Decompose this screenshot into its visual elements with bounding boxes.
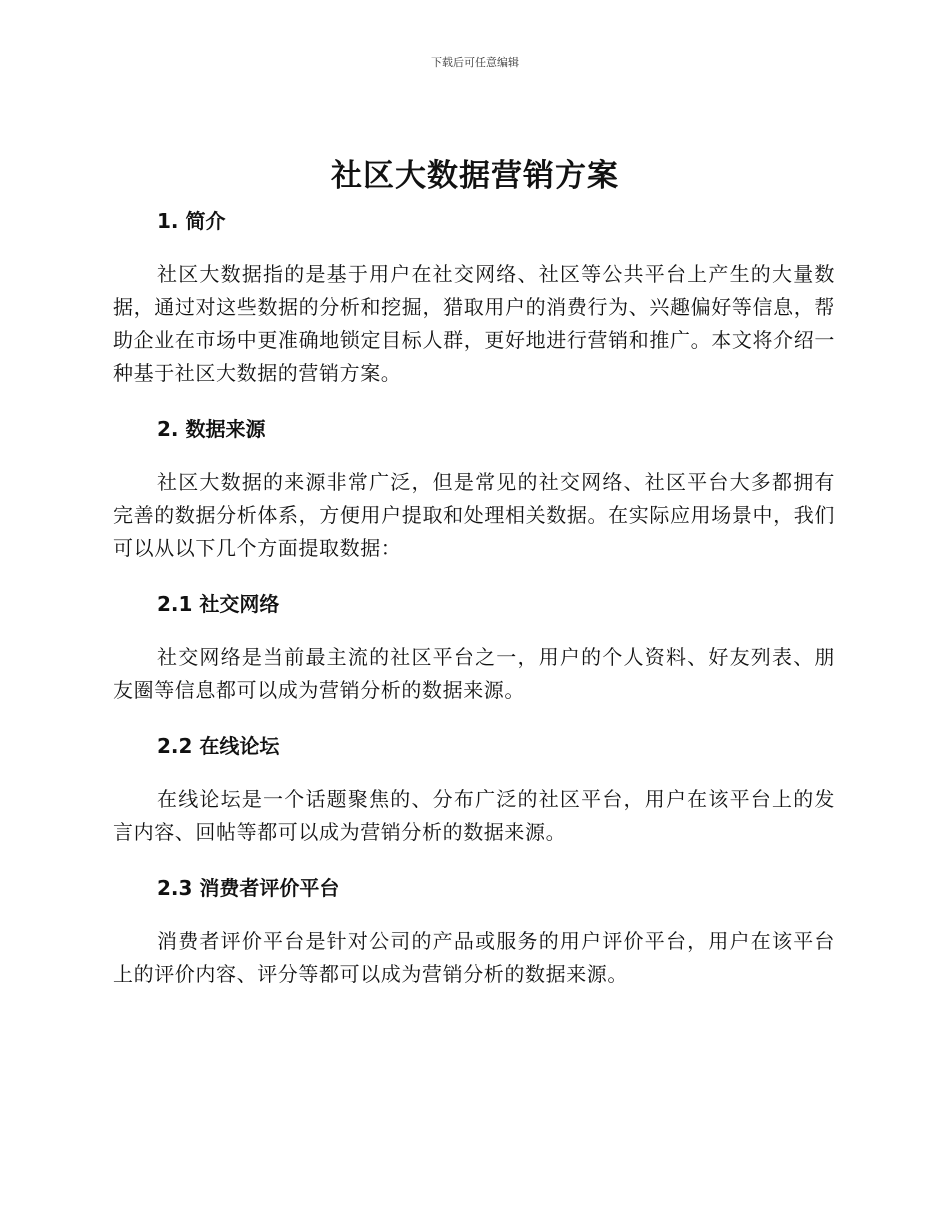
subsection-heading-review: 2.3 消费者评价平台 <box>157 876 340 900</box>
subsection-heading-forum: 2.2 在线论坛 <box>157 734 280 758</box>
paragraph-intro: 社区大数据指的是基于用户在社交网络、社区等公共平台上产生的大量数据，通过对这些数据的分析和挖掘，猎取用户的消费行为、兴趣偏好等信息，帮助企业在市场中更准确地锁定目标人群，更好地进行营销和推广。本文将介绍一种基于社区大数据的营销方案。 <box>113 262 835 385</box>
paragraph-review: 消费者评价平台是针对公司的产品或服务的用户评价平台，用户在该平台上的评价内容、评分等都可以成为营销分析的数据来源。 <box>113 929 835 986</box>
document-title: 社区大数据营销方案 <box>331 158 619 194</box>
page-header-note: 下载后可任意编辑 <box>431 56 519 69</box>
paragraph-social: 社交网络是当前最主流的社区平台之一，用户的个人资料、好友列表、朋友圈等信息都可以成为营销分析的数据来源。 <box>113 645 835 702</box>
paragraph-forum: 在线论坛是一个话题聚焦的、分布广泛的社区平台，用户在该平台上的发言内容、回帖等都可以成为营销分析的数据来源。 <box>113 787 835 844</box>
subsection-heading-social: 2.1 社交网络 <box>157 592 280 616</box>
section-heading-data-source: 2. 数据来源 <box>157 417 266 441</box>
document-body <box>113 202 835 991</box>
section-heading-intro: 1. 简介 <box>157 209 226 233</box>
paragraph-data-source: 社区大数据的来源非常广泛，但是常见的社交网络、社区平台大多都拥有完善的数据分析体系，方便用户提取和处理相关数据。在实际应用场景中，我们可以从以下几个方面提取数据： <box>113 470 835 560</box>
